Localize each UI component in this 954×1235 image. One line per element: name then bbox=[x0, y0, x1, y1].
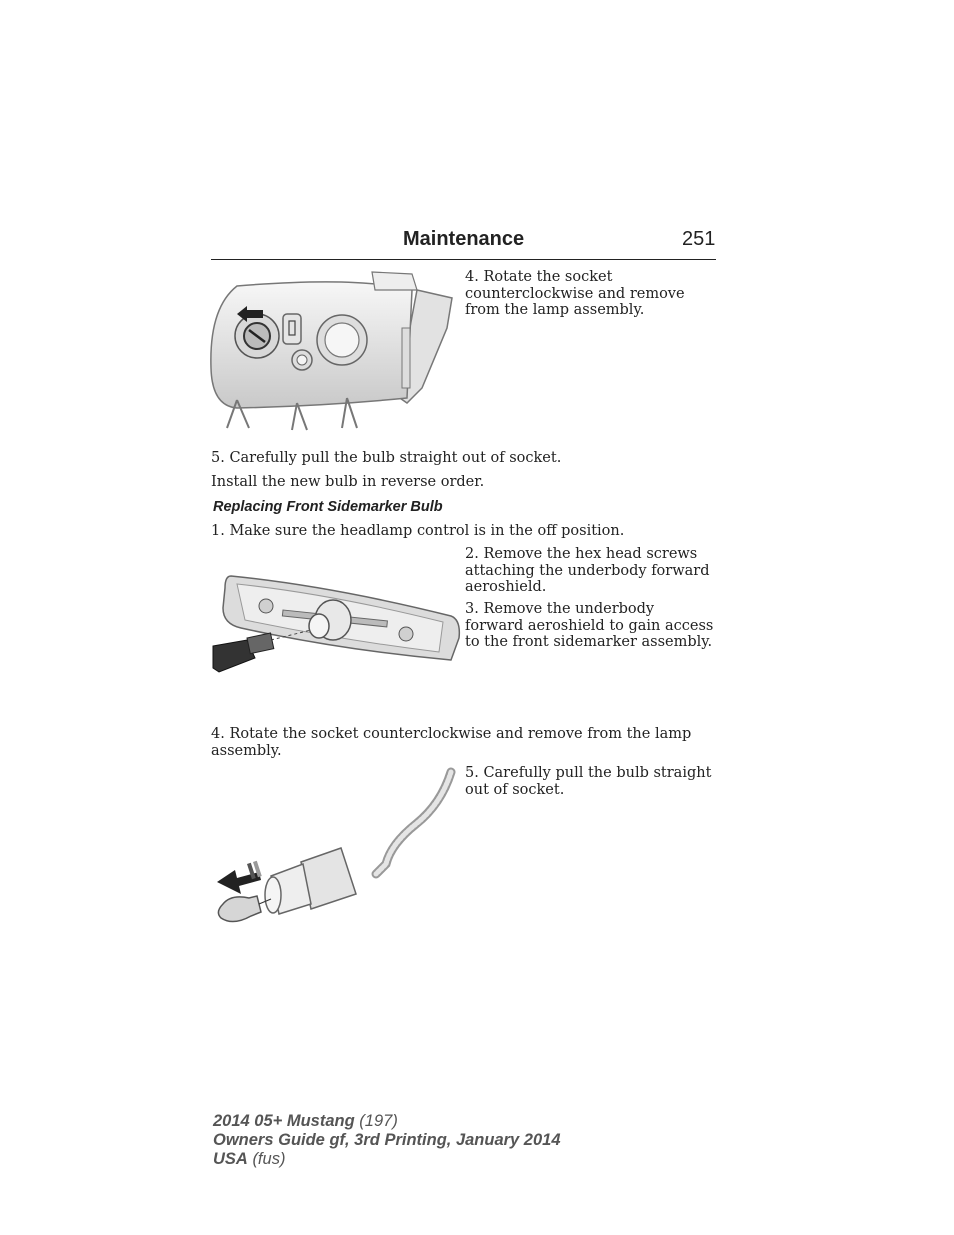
install-note: Install the new bulb in reverse order. bbox=[211, 474, 485, 490]
sidemarker-step-5: 5. Carefully pull the bulb straight out of socket. bbox=[465, 765, 712, 798]
footer-line-2 bbox=[213, 1131, 713, 1150]
sidemarker-step-3: 3. Remove the underbody forward aeroshield to gain access to the front sidemarker assembly. bbox=[465, 601, 714, 650]
section-title: Maintenance bbox=[403, 228, 525, 250]
header-rule bbox=[211, 259, 716, 260]
sidemarker-step-2: 2. Remove the hex head screws attaching the underbody forward aeroshield. bbox=[465, 546, 710, 595]
sidemarker-step-4: 4. Rotate the socket counterclockwise and remove from the lamp assembly. bbox=[211, 726, 692, 759]
headlamp-step-5: 5. Carefully pull the bulb straight out of socket. bbox=[211, 450, 562, 466]
footer-line-3 bbox=[213, 1150, 713, 1169]
sidemarker-step-1: 1. Make sure the headlamp control is in the off position. bbox=[211, 523, 625, 539]
footer-line-1 bbox=[213, 1112, 713, 1131]
footer bbox=[213, 1112, 713, 1169]
footer-model-code: (197) bbox=[359, 1112, 398, 1130]
headlamp-step-4: 4. Rotate the socket counterclockwise and remove from the lamp assembly. bbox=[465, 269, 685, 318]
headlamp-rear-socket-illustration bbox=[207, 268, 459, 436]
sidemarker-lamp-illustration bbox=[211, 568, 461, 678]
footer-region-code: (fus) bbox=[252, 1150, 286, 1168]
sidemarker-heading: Replacing Front Sidemarker Bulb bbox=[213, 499, 443, 515]
footer-region: USA bbox=[213, 1150, 248, 1168]
footer-model: 2014 05+ Mustang bbox=[213, 1112, 355, 1130]
bulb-socket-illustration bbox=[211, 764, 461, 932]
page-number: 251 bbox=[682, 228, 716, 250]
footer-guide: Owners Guide gf, 3rd Printing, January 2014 bbox=[213, 1131, 561, 1149]
